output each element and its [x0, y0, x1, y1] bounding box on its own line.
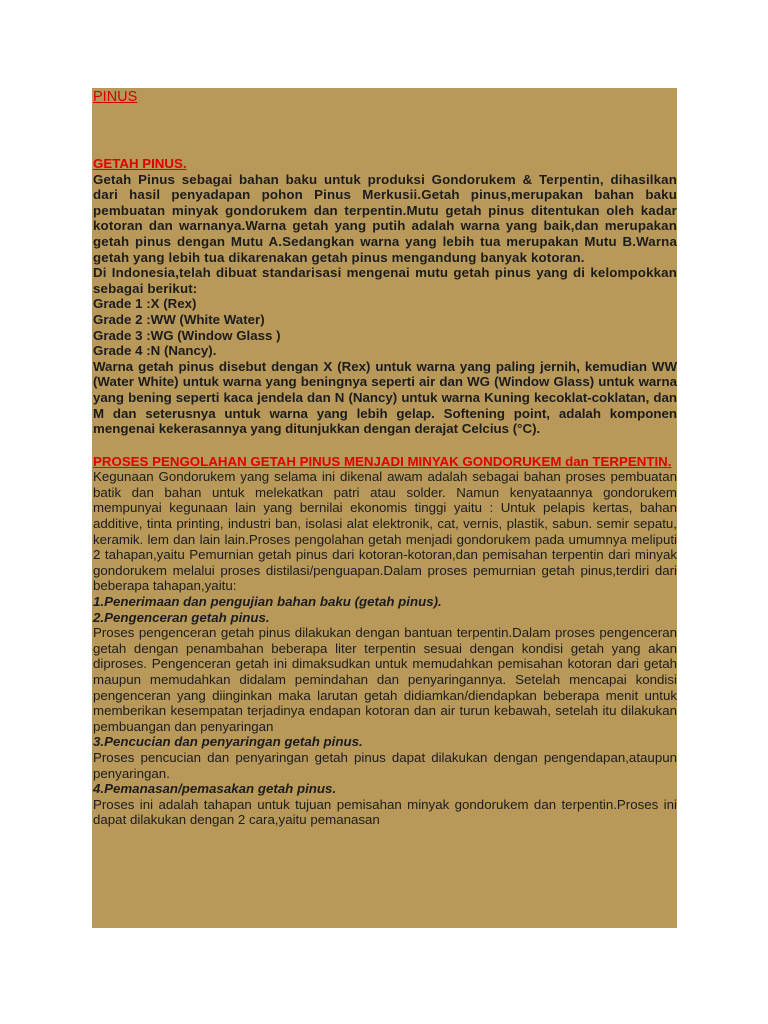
section-spacer [93, 437, 677, 454]
step-title: 3.Pencucian dan penyaringan getah pinus. [93, 734, 363, 750]
document-body [93, 156, 677, 828]
paragraph-standarisasi: Di Indonesia,telah dibuat standarisasi mengenai mutu getah pinus yang di kelompokkan sebagai berikut: [93, 265, 677, 296]
paragraph-warna-getah: Warna getah pinus disebut dengan X (Rex) untuk warna yang paling jernih, kemudian WW (Water White) untuk warna yang beningnya seperti air dan WG (Window Glass) untuk warna yang bening seperti kaca jendela dan N (Nancy) untuk warna Kuning kecoklat-coklatan, dan M dan seterusnya untuk warna yang lebih gelap. Softening point, adalah komponen mengenai kekerasannya yang ditunjukkan dengan derajat Celcius (°C). [93, 358, 677, 437]
grade-item: Grade 2 :WW (White Water) [93, 311, 265, 327]
grade-item: Grade 4 :N (Nancy). [93, 343, 217, 359]
document-page [92, 88, 677, 928]
step-title: 2.Pengenceran getah pinus. [93, 609, 270, 625]
step-body: Proses pencucian dan penyaringan getah pinus dapat dilakukan dengan pengendapan,ataupun penyaringan. [93, 749, 677, 781]
step-body: Proses pengenceran getah pinus dilakukan dengan bantuan terpentin.Dalam proses pengenceran getah dengan penambahan beberapa liter terpentin sesuai dengan kondisi getah yang akan diproses. Pengenceran getah ini dimaksudkan untuk memudahkan pemisahan kotoran dari getah maupun memudahkan didalam pemindahan dan penyaringannya. Setelah mencapai kondisi pengenceran yang diinginkan maka larutan getah didiamkan/diendapkan beberapa menit untuk memberikan kesempatan terjadinya endapan kotoran dan air turun kebawah, setelah itu dilakukan pembuangan dan penyaringan [93, 625, 677, 734]
section-heading-proses: PROSES PENGOLAHAN GETAH PINUS MENJADI MINYAK GONDORUKEM dan TERPENTIN. [93, 453, 672, 469]
grade-item: Grade 3 :WG (Window Glass ) [93, 327, 281, 343]
document-title: PINUS [93, 89, 138, 105]
step-title: 4.Pemanasan/pemasakan getah pinus. [93, 781, 337, 797]
section-heading-getah-pinus: GETAH PINUS. [93, 156, 187, 171]
grade-item: Grade 1 :X (Rex) [93, 296, 197, 312]
paragraph-kegunaan: Kegunaan Gondorukem yang selama ini dikenal awam adalah sebagai bahan proses pembuatan batik dan bahan untuk melekatkan patri atau solder. Namun kenyataannya gondorukem mempunyai kegunaan lain yang bernilai ekonomis tinggi yaitu : Untuk pelapis kertas, bahan additive, tinta printing, industri ban, isolasi alat elektronik, cat, vernis, plastik, sabun. semir sepatu, keramik. lem dan lain lain.Proses pengolahan getah menjadi gondorukem pada umumnya meliputi 2 tahapan,yaitu Pemurnian getah pinus dari kotoran-kotoran,dan pemisahan terpentin dari minyak gondorukem melalui proses distilasi/penguapan.Dalam proses pemurnian getah pinus,terdiri dari beberapa tahapan,yaitu: [93, 469, 677, 594]
step-title: 1.Penerimaan dan pengujian bahan baku (getah pinus). [93, 594, 442, 610]
step-body: Proses ini adalah tahapan untuk tujuan pemisahan minyak gondorukem dan terpentin.Proses ini dapat dilakukan dengan 2 cara,yaitu pemanasan [93, 796, 677, 828]
paragraph-getah-intro: Getah Pinus sebagai bahan baku untuk produksi Gondorukem & Terpentin, dihasilkan dari hasil penyadapan pohon Pinus Merkusii.Getah pinus,merupakan bahan baku pembuatan minyak gondorukem dan terpentin.Mutu getah pinus ditentukan oleh kadar kotoran dan warnanya.Warna getah yang putih adalah warna yang baik,dan merupakan getah pinus dengan Mutu A.Sedangkan warna yang lebih tua merupakan Mutu B.Warna getah yang lebih tua dikarenakan getah pinus mengandung banyak kotoran. [93, 171, 677, 265]
